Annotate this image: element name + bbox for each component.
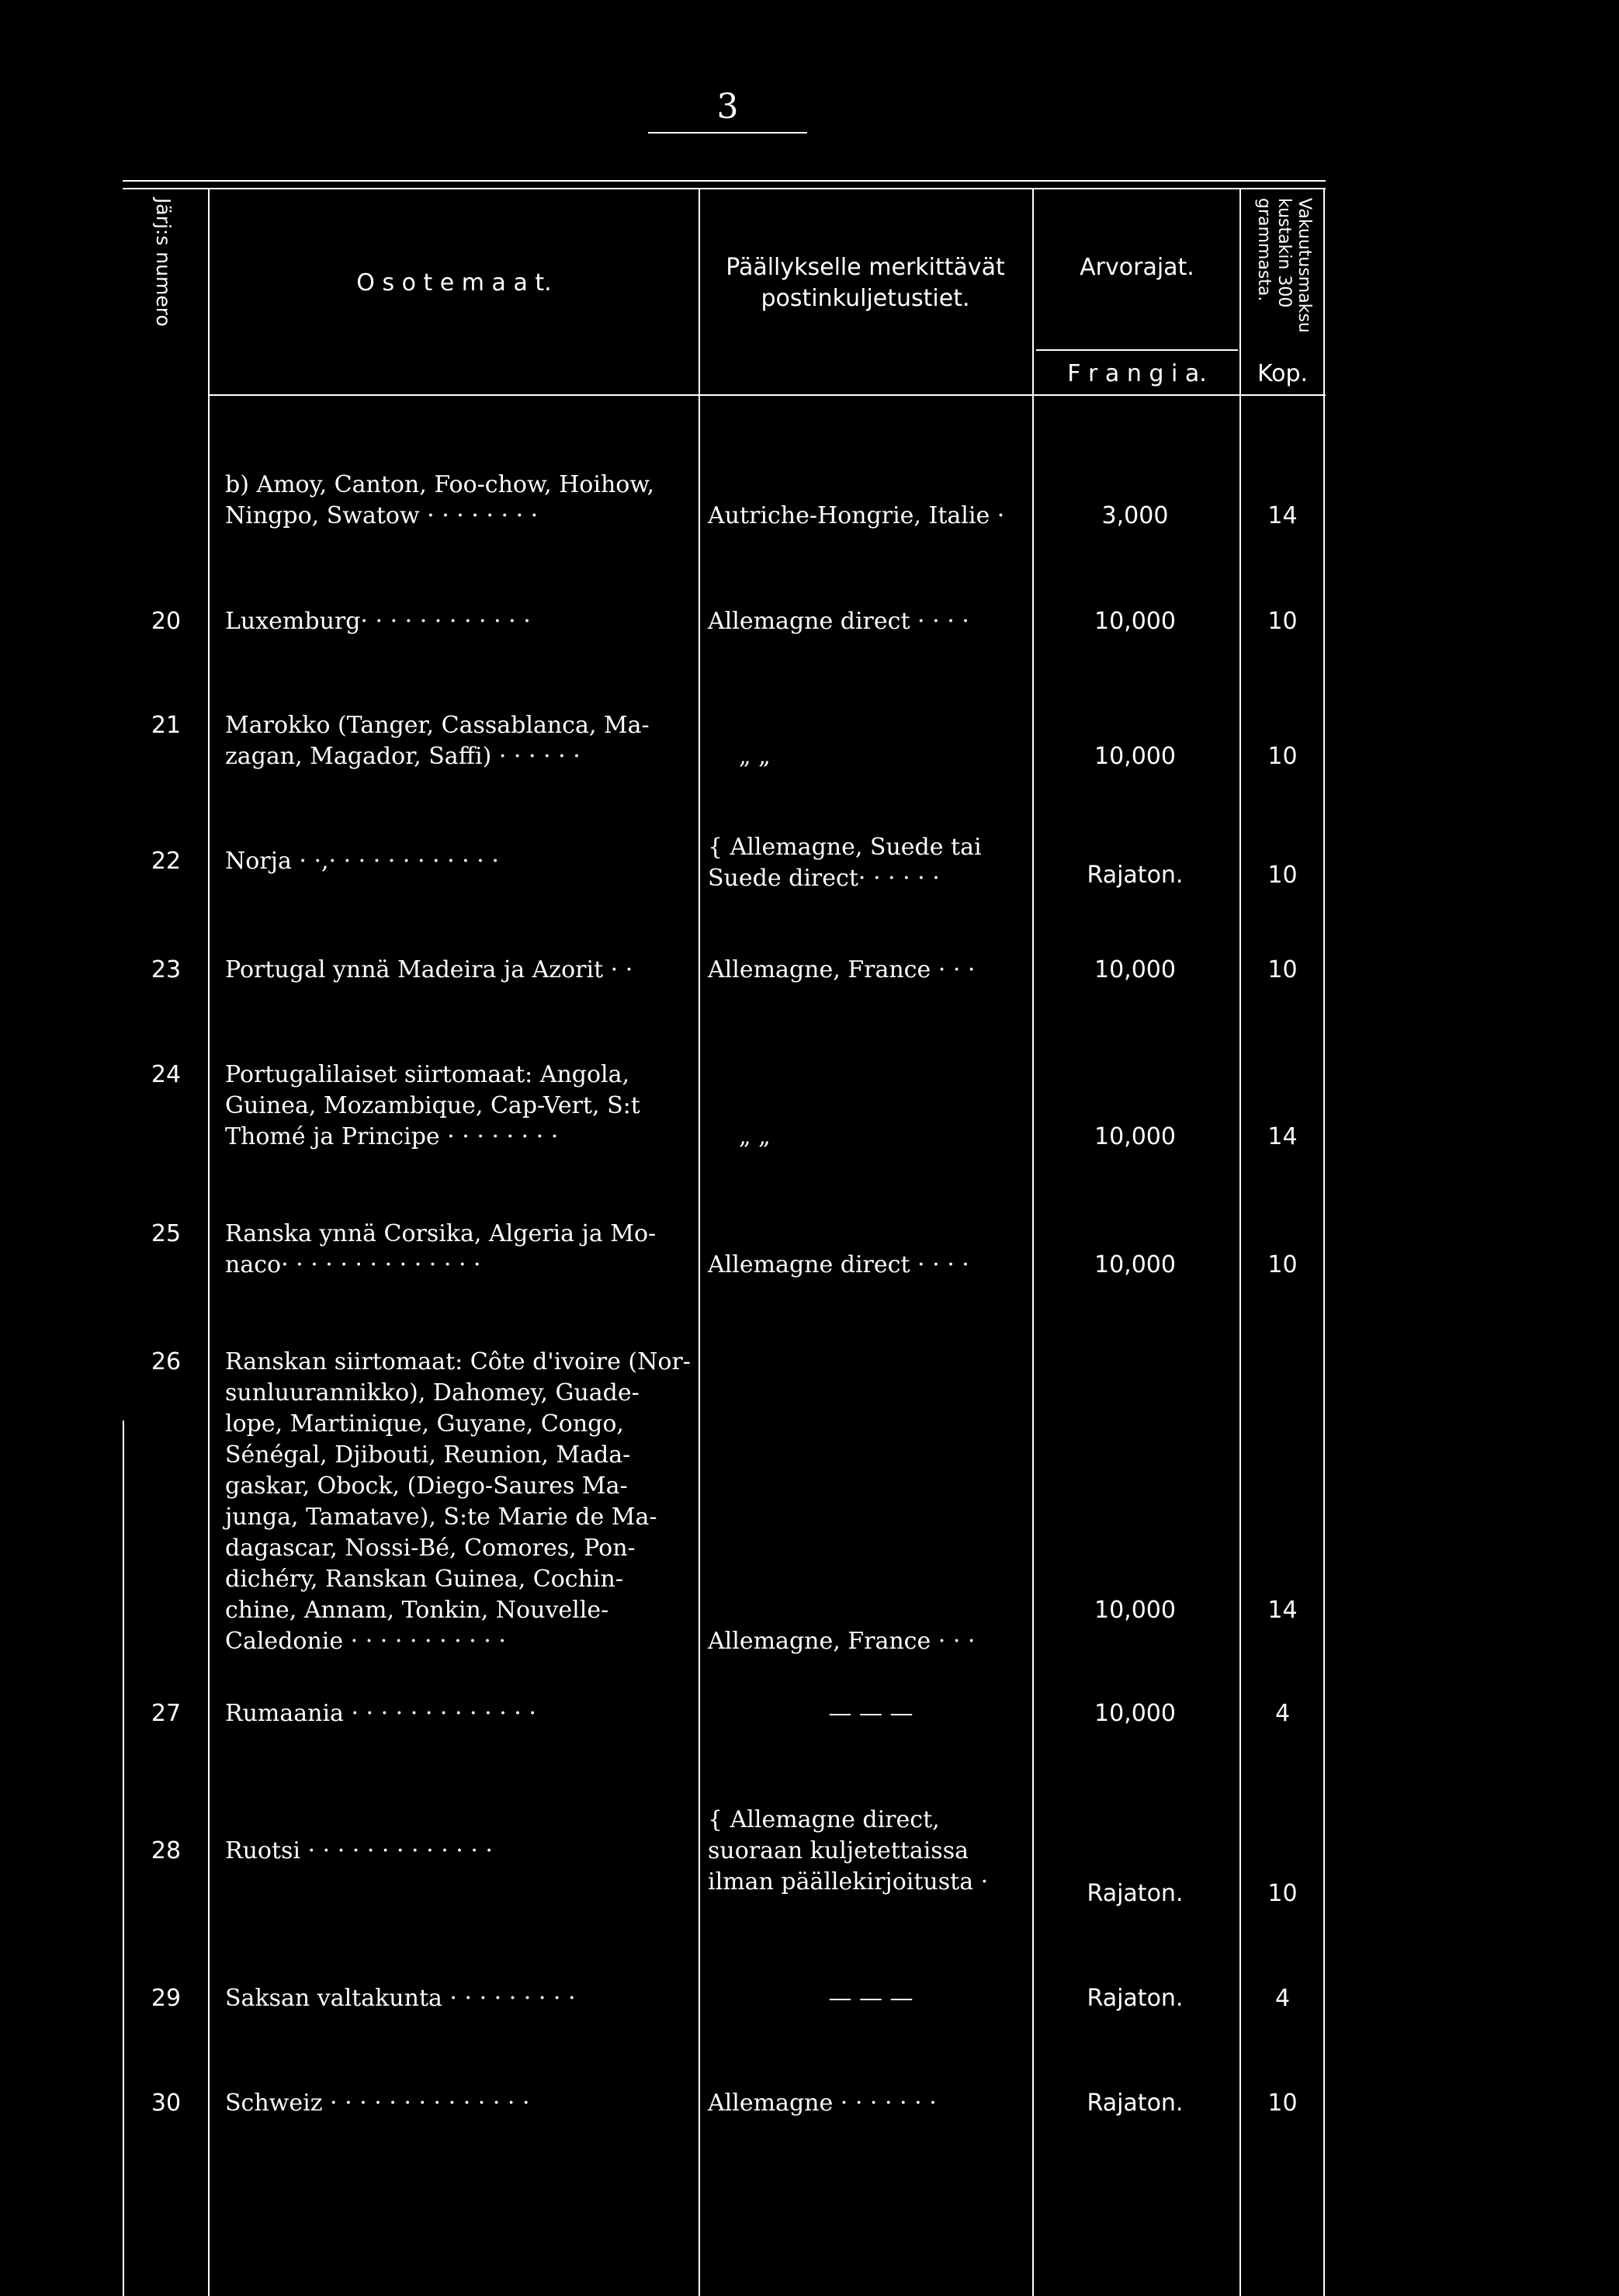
row-destination: b) Amoy, Canton, Foo-chow, Hoihow, Ningpo, Swatow · · · · · · · ·: [225, 471, 654, 529]
row-route: Allemagne, France · · ·: [708, 1628, 976, 1655]
header-value-unit: F r a n g i a.: [1067, 360, 1207, 387]
row-value-limit: Rajaton.: [1087, 862, 1184, 889]
row-rate: 10: [1267, 2090, 1298, 2117]
row-value-limit: 10,000: [1094, 1700, 1176, 1727]
row-route: Autriche-Hongrie, Italie ·: [708, 502, 1005, 529]
row-rate: 4: [1274, 1985, 1291, 2012]
row-number: 29: [151, 1985, 182, 2012]
row-rate: 10: [1267, 743, 1298, 770]
row-route: { Allemagne, Suede tai Suede direct· · · · · ·: [708, 834, 982, 892]
row-value-limit: Rajaton.: [1087, 1880, 1184, 1907]
row-rate: 14: [1267, 1597, 1298, 1624]
row-value-limit: 3,000: [1101, 502, 1169, 529]
row-destination: Schweiz · · · · · · · · · · · · · ·: [225, 2090, 530, 2117]
column-divider: [1323, 188, 1325, 2296]
row-route: { Allemagne direct, suoraan kuljetettaissa ilman päällekirjoitusta ·: [708, 1806, 989, 1895]
row-route: „ „: [739, 1123, 771, 1150]
row-number: 21: [151, 712, 182, 739]
row-number: 20: [151, 608, 182, 635]
row-rate: 10: [1267, 1880, 1298, 1907]
row-number: 28: [151, 1837, 182, 1864]
table-top-rule-inner: [123, 188, 1326, 189]
row-number: 22: [151, 848, 182, 875]
row-route: „ „: [739, 743, 771, 770]
row-number: 27: [151, 1700, 182, 1727]
header-value-limits: Arvorajat.: [1080, 254, 1194, 281]
row-value-limit: Rajaton.: [1087, 2090, 1184, 2117]
row-rate: 4: [1274, 1700, 1291, 1727]
row-destination: Saksan valtakunta · · · · · · · · ·: [225, 1985, 576, 2012]
row-route: Allemagne direct · · · ·: [708, 608, 969, 635]
row-destination: Norja · ·,· · · · · · · · · · · ·: [225, 848, 499, 875]
row-destination: Marokko (Tanger, Cassablanca, Ma- zagan, Magador, Saffi) · · · · · ·: [225, 712, 650, 770]
row-route: Allemagne · · · · · · ·: [708, 2090, 937, 2117]
page-number: 3: [716, 87, 739, 127]
row-value-limit: 10,000: [1094, 1251, 1176, 1278]
row-destination: Ruotsi · · · · · · · · · · · · ·: [225, 1837, 493, 1864]
row-number: 23: [151, 956, 182, 983]
row-rate: 14: [1267, 502, 1298, 529]
row-destination: Portugalilaiset siirtomaat: Angola, Guinea, Mozambique, Cap-Vert, S:t Thomé ja Principe · · · · · · · ·: [225, 1061, 640, 1150]
row-destination: Portugal ynnä Madeira ja Azorit · ·: [225, 956, 633, 983]
row-value-limit: 10,000: [1094, 743, 1176, 770]
column-divider: [208, 188, 210, 2296]
row-rate: 14: [1267, 1123, 1298, 1150]
row-route: — — —: [828, 1985, 914, 2012]
table-top-rule: [123, 180, 1326, 182]
row-number: 30: [151, 2090, 182, 2117]
row-destination: Luxemburg· · · · · · · · · · · ·: [225, 608, 531, 635]
row-rate: 10: [1267, 862, 1298, 889]
header-number: Järj:s numero: [152, 198, 175, 327]
header-unit-rule: [1036, 349, 1238, 351]
header-destinations: O s o t e m a a t.: [356, 269, 552, 297]
row-rate: 10: [1267, 956, 1298, 983]
row-route: Allemagne direct · · · ·: [708, 1251, 969, 1278]
row-route: — — —: [828, 1700, 914, 1727]
row-value-limit: 10,000: [1094, 1597, 1176, 1624]
row-rate: 10: [1267, 1251, 1298, 1278]
row-route: Allemagne, France · · ·: [708, 956, 976, 983]
header-bottom-rule: [210, 394, 1326, 396]
column-divider: [699, 188, 700, 2296]
row-value-limit: 10,000: [1094, 1123, 1176, 1150]
row-value-limit: Rajaton.: [1087, 1985, 1184, 2012]
row-value-limit: 10,000: [1094, 608, 1176, 635]
header-rate: Vakuutusmaksu kustakin 300 grammasta.: [1254, 198, 1314, 333]
row-number: 24: [151, 1061, 182, 1088]
header-rate-unit: Kop.: [1257, 360, 1309, 387]
row-number: 25: [151, 1220, 182, 1247]
header-routes: Päällykselle merkittävät postinkuljetustiet.: [726, 254, 1005, 312]
row-destination: Ranska ynnä Corsika, Algeria ja Mo- naco· · · · · · · · · · · · · ·: [225, 1220, 657, 1278]
row-rate: 10: [1267, 608, 1298, 635]
row-number: 26: [151, 1348, 182, 1375]
page-number-rule: [648, 132, 807, 134]
column-divider: [1239, 188, 1241, 2296]
row-value-limit: 10,000: [1094, 956, 1176, 983]
row-destination: Rumaania · · · · · · · · · · · · ·: [225, 1700, 536, 1727]
row-destination: Ranskan siirtomaat: Côte d'ivoire (Nor- sunluurannikko), Dahomey, Guade- lope, Martinique, Guyane, Congo, Sénégal, Djibouti, Reunion, Mada- gaskar, Obock, (Diego-Saures Ma- junga, Tamatave), S:te Marie de Ma- dagascar, Nossi-Bé, Comores, Pon- dichéry, Ranskan Guinea, Cochin- chine, Annam, Tonkin, Nouvelle- Caledonie · · · · · · · · · · ·: [225, 1348, 691, 1655]
